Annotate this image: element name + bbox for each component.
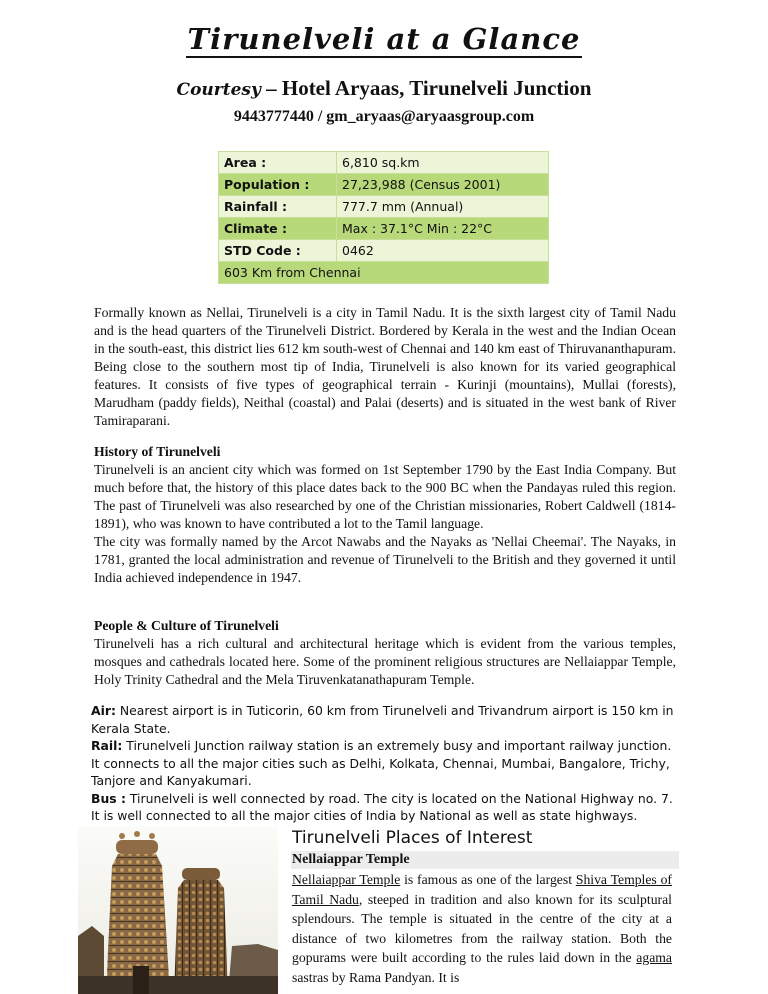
fact-footer: 603 Km from Chennai [219, 262, 549, 284]
fact-label: Rainfall : [219, 196, 337, 218]
facts-table [218, 151, 549, 284]
courtesy-label: Courtesy [176, 80, 261, 100]
fact-value: 6,810 sq.km [337, 152, 549, 174]
bus-info: Bus : Tirunelveli is well connected by road. The city is located on the National Highway no. 7. It is well connected to all the major cities of India by National as well as state highways. [91, 790, 673, 823]
rail-label: Rail: [91, 738, 123, 753]
table-row [219, 196, 549, 218]
table-row [219, 262, 549, 284]
fact-label: Area : [219, 152, 337, 174]
culture-paragraph: Tirunelveli has a rich cultural and architectural heritage which is evident from the various temples, mosques and cathedrals located here. Some of the prominent religious structures are Nellaiappar Temple, Holy Trinity Cathedral and the Mela Tiruvenkatanathapuram Temple. [94, 636, 676, 687]
history-paragraph-2: The city was formally named by the Arcot Nawabs and the Nayaks as 'Nellai Cheemai'. The Nayaks, in 1781, granted the local administration and revenue of Tirunelveli to the British and they governed it until India achieved independence in 1947. [94, 534, 676, 585]
contact-line: 9443777440 / gm_aryaas@aryaasgroup.com [233, 108, 535, 125]
temple-photo [78, 826, 278, 994]
culture-heading: People & Culture of Tirunelveli [94, 618, 279, 633]
temple-description: Nellaiappar Temple is famous as one of the largest Shiva Temples of Tamil Nadu, steeped in tradition and also known for its sculptural splendours. The temple is situated in the centre of the city at a distance of two kilometres from the railway station. Both the gopurams were built according to the rules laid down in the agama sastras by Rama Pandyan. It is [292, 872, 672, 985]
history-heading: History of Tirunelveli [94, 444, 221, 459]
intro-paragraph: Formally known as Nellai, Tirunelveli is a city in Tamil Nadu. It is the sixth largest city of Tamil Nadu and is the head quarters of the Tirunelveli District. Bordered by Kerala in the west and the Indian Ocean in the south-east, this district lies 612 km south-west of Chennai and 140 km east of Thiruvananthapuram. Being close to the southern most tip of India, Tirunelveli is also known for its varied geographical features. It consists of five types of geographical terrain - Kurinji (mountains), Mullai (forests), Marudham (paddy fields), Neithal (coastal) and Palai (deserts) and is situated in the west bank of River Tamiraparani. [94, 305, 676, 428]
fact-value: 0462 [337, 240, 549, 262]
link-agama[interactable]: agama [636, 950, 672, 965]
air-info: Air: Nearest airport is in Tuticorin, 60 km from Tirunelveli and Trivandrum airport is 150 km in Kerala State. [91, 703, 674, 736]
rail-info: Rail: Tirunelveli Junction railway station is an extremely busy and important railway junction. It connects to all the major cities such as Delhi, Kolkata, Chennai, Mumbai, Bangalore, Trichy, Tanjore and Kanyakumari. [91, 738, 672, 788]
link-nellaiappar-temple[interactable]: Nellaiappar Temple [292, 872, 401, 887]
fact-value: 777.7 mm (Annual) [337, 196, 549, 218]
table-row [219, 174, 549, 196]
table-row [219, 240, 549, 262]
table-row [219, 218, 549, 240]
courtesy-line: Courtesy – Hotel Aryaas, Tirunelveli Junction [176, 76, 592, 100]
hotel-name: Hotel Aryaas, Tirunelveli Junction [281, 76, 592, 100]
air-label: Air: [91, 703, 116, 718]
bus-label: Bus : [91, 790, 126, 806]
culture-section [94, 617, 676, 689]
page-title: Tirunelveli at a Glance [187, 22, 581, 56]
fact-value: Max : 37.1°C Min : 22°C [337, 218, 549, 240]
history-section [94, 443, 676, 587]
fact-value: 27,23,988 (Census 2001) [337, 174, 549, 196]
fact-label: STD Code : [219, 240, 337, 262]
fact-label: Population : [219, 174, 337, 196]
history-paragraph-1: Tirunelveli is an ancient city which was formed on 1st September 1790 by the East India Company. But much before that, the history of this place dates back to the 900 BC when the Pandayas ruled this region. The past of Tirunelveli was also researched by one of the Christian missionaries, Robert Caldwell (1814-1891), who was known to have contributed a lot to the Tamil language. [94, 462, 676, 531]
fact-label: Climate : [219, 218, 337, 240]
temple-heading: Nellaiappar Temple [292, 852, 410, 867]
transport-section [91, 702, 681, 825]
table-row [219, 152, 549, 174]
places-heading: Tirunelveli Places of Interest [292, 828, 533, 848]
link-shiva-temples[interactable]: Shiva Temples of Tamil Nadu [292, 872, 672, 907]
